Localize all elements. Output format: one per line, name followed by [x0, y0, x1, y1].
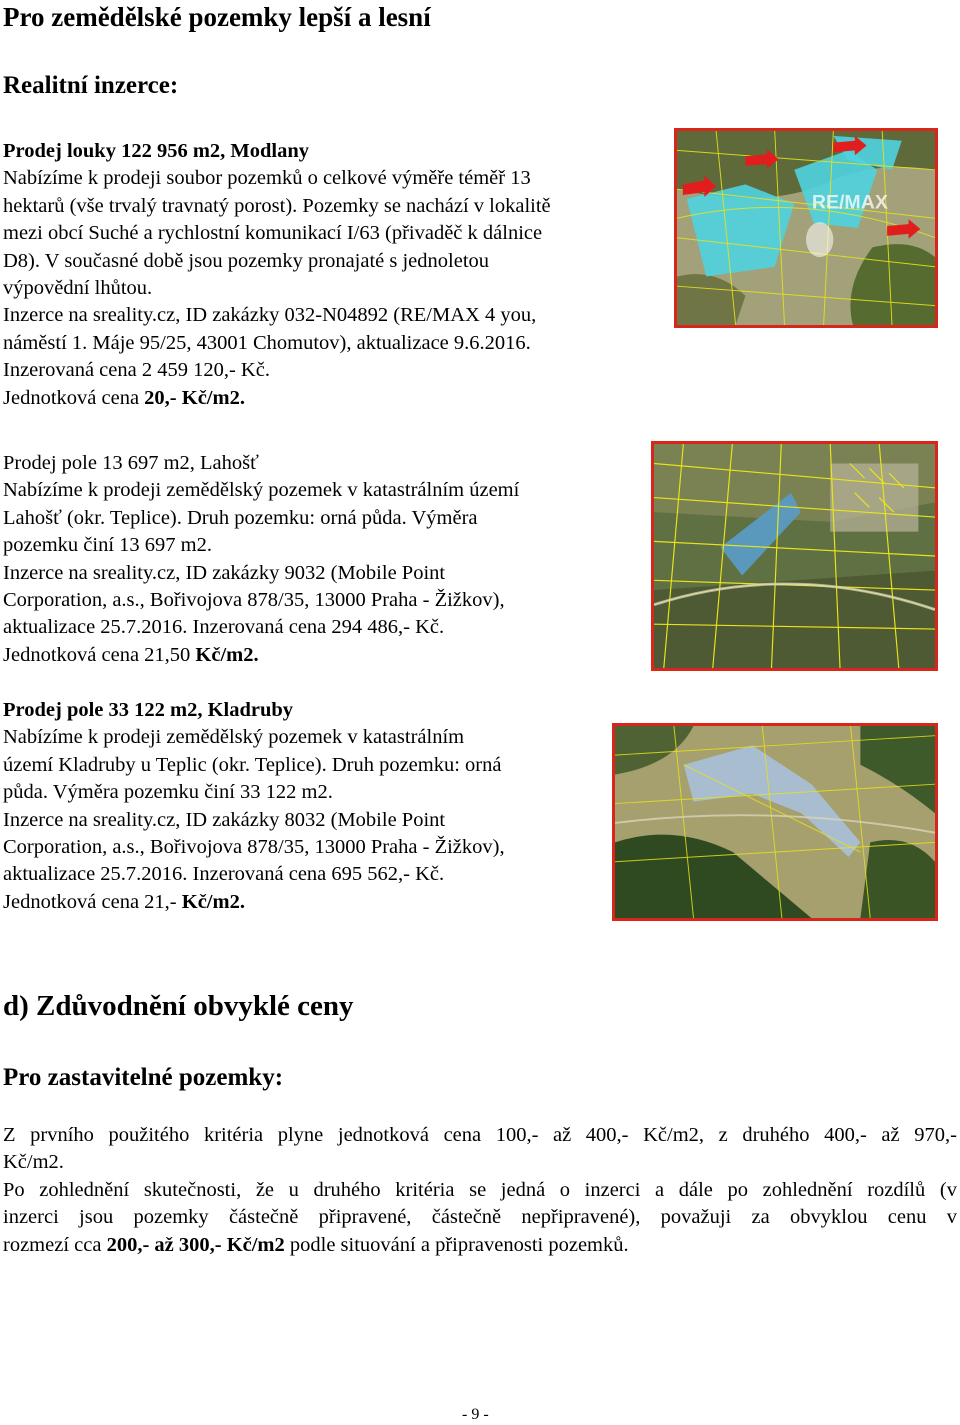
unit-price-label: Jednotková cena	[3, 643, 145, 666]
listing-line: hektarů (vše trvalý travnatý porost). Pozemky se nachází v lokalitě	[3, 194, 551, 217]
word: skutečnosti,	[143, 1179, 242, 1201]
line-prefix: rozmezí cca	[3, 1233, 107, 1256]
word: částečně	[431, 1206, 502, 1229]
word: prvního	[30, 1124, 94, 1146]
unit-price-value: 20,- Kč/m2.	[144, 386, 245, 409]
listing-line: náměstí 1. Máje 95/25, 43001 Chomutov), aktualizace 9.6.2016.	[3, 331, 531, 354]
word: jedná	[500, 1179, 546, 1201]
word: v	[946, 1206, 957, 1229]
word: zohlednění	[762, 1179, 853, 1201]
unit-price-value: Kč/m2.	[195, 643, 259, 666]
listing-line: Corporation, a.s., Bořivojova 878/35, 13000 Praha - Žižkov),	[3, 589, 505, 612]
word: kritéria	[395, 1179, 455, 1201]
map-modlany	[674, 128, 938, 328]
word: po	[727, 1179, 749, 1201]
word: Z	[3, 1124, 16, 1146]
listing-modlany	[3, 138, 551, 412]
word: 100,-	[495, 1124, 539, 1146]
word: obvyklou	[790, 1206, 868, 1229]
justified-line	[3, 1177, 957, 1204]
listing-line: výpovědní lhůtou.	[3, 277, 153, 300]
word: dále	[678, 1179, 713, 1201]
word: se	[469, 1179, 487, 1201]
paragraph-1	[3, 1122, 957, 1177]
unit-price-line	[3, 889, 505, 916]
listing-kladruby	[3, 697, 505, 916]
unit-price-line	[3, 642, 519, 669]
listing-heading: Prodej pole 13 697 m2, Lahošť	[3, 452, 259, 474]
word: nepřipravené),	[521, 1206, 641, 1229]
word: považuji	[660, 1206, 732, 1229]
justified-line	[3, 1204, 957, 1231]
unit-price-line	[3, 385, 551, 412]
word: 970,-	[914, 1124, 957, 1146]
map-lahost	[651, 441, 938, 671]
listing-line: Nabízíme k prodeji soubor pozemků o celkové výměře téměř 13	[3, 167, 531, 190]
balloon-logo-icon	[806, 222, 833, 257]
word: 400,-	[585, 1124, 629, 1146]
listing-line: aktualizace 25.7.2016. Inzerovaná cena 695 562,- Kč.	[3, 863, 445, 886]
word: cenu	[887, 1206, 927, 1229]
word: zohlednění	[39, 1179, 130, 1201]
justified-line	[3, 1122, 957, 1149]
remax-logo: RE/MAX	[811, 191, 888, 214]
unit-price-label: Jednotková cena 21,-	[3, 890, 182, 913]
word: a	[655, 1179, 665, 1201]
listing-line: mezi obcí Suché a rychlostní komunikací I/63 (přivaděč k dálnice	[3, 222, 543, 245]
word: Po	[3, 1179, 25, 1201]
paragraph-line: Kč/m2.	[3, 1151, 64, 1174]
listing-line: Corporation, a.s., Bořivojova 878/35, 13000 Praha - Žižkov),	[3, 836, 505, 859]
page-number: - 9 -	[462, 1406, 489, 1423]
word: rozdílů	[867, 1179, 926, 1201]
listing-line: Lahošť (okr. Teplice). Druh pozemku: orná půda. Výměra	[3, 506, 478, 529]
word: až	[881, 1124, 900, 1146]
word: z	[718, 1124, 728, 1146]
listing-line: půda. Výměra pozemku činí 33 122 m2.	[3, 781, 333, 804]
word: 400,-	[824, 1124, 867, 1146]
listing-line: území Kladruby u Teplic (okr. Teplice). Druh pozemku: orná	[3, 753, 502, 776]
word: druhého	[742, 1124, 810, 1146]
cadastral-map-image	[654, 444, 935, 668]
word: jednotková	[337, 1124, 429, 1146]
listing-line: Inzerce na sreality.cz, ID zakázky 032-N04892 (RE/MAX 4 you,	[3, 304, 537, 327]
word: kritéria	[203, 1124, 264, 1146]
listing-line: Nabízíme k prodeji zemědělský pozemek v katastrálním území	[3, 479, 520, 502]
word: že	[255, 1179, 275, 1201]
word: (v	[939, 1179, 957, 1201]
section-subtitle: Realitní inzerce:	[3, 72, 179, 99]
word: inzerci	[3, 1206, 59, 1229]
listing-lahost	[3, 450, 519, 669]
word: inzerci	[584, 1179, 641, 1201]
cadastral-map-image	[615, 726, 935, 918]
line-suffix: podle situování a připravenosti pozemků.	[284, 1233, 629, 1256]
listing-line: aktualizace 25.7.2016. Inzerovaná cena 294 486,- Kč.	[3, 616, 445, 639]
listing-heading: Prodej pole 33 122 m2, Kladruby	[3, 699, 294, 721]
page-title: Pro zemědělské pozemky lepší a lesní	[3, 2, 431, 32]
word: Kč/m2,	[643, 1124, 705, 1146]
listing-line: pozemku činí 13 697 m2.	[3, 534, 212, 557]
price-range: 200,- až 300,- Kč/m2	[106, 1233, 285, 1256]
word: částečně	[228, 1206, 299, 1229]
unit-price-label: Jednotková cena	[3, 386, 145, 409]
word: za	[751, 1206, 770, 1229]
word: plyne	[277, 1124, 324, 1146]
cadastral-map-image	[677, 131, 935, 325]
word: připravené,	[318, 1206, 412, 1229]
listing-line: Nabízíme k prodeji zemědělský pozemek v katastrálním	[3, 726, 465, 749]
word: o	[559, 1179, 571, 1201]
paragraph-2	[3, 1177, 957, 1259]
listing-line: Inzerovaná cena 2 459 120,- Kč.	[3, 359, 270, 382]
word: použitého	[108, 1124, 190, 1146]
listing-line: Inzerce na sreality.cz, ID zakázky 8032 (Mobile Point	[3, 808, 446, 831]
word: u	[288, 1179, 299, 1201]
word: až	[553, 1124, 572, 1146]
unit-price-value: Kč/m2.	[181, 890, 245, 913]
listing-line: D8). V současné době jsou pozemky pronajaté s jednoletou	[3, 249, 490, 272]
word: cena	[443, 1124, 482, 1146]
word: druhého	[313, 1179, 381, 1201]
listing-line: Inzerce na sreality.cz, ID zakázky 9032 (Mobile Point	[3, 561, 446, 584]
section-zastavitelne-heading: Pro zastavitelné pozemky:	[3, 1064, 284, 1091]
word: pozemky	[133, 1206, 209, 1229]
listing-heading: Prodej louky 122 956 m2, Modlany	[3, 140, 309, 162]
section-d-heading: d) Zdůvodnění obvyklé ceny	[3, 990, 354, 1022]
map-kladruby	[612, 723, 938, 921]
paragraph-line	[3, 1232, 957, 1259]
word: jsou	[79, 1206, 114, 1229]
unit-price-number: 21,50	[144, 643, 196, 666]
